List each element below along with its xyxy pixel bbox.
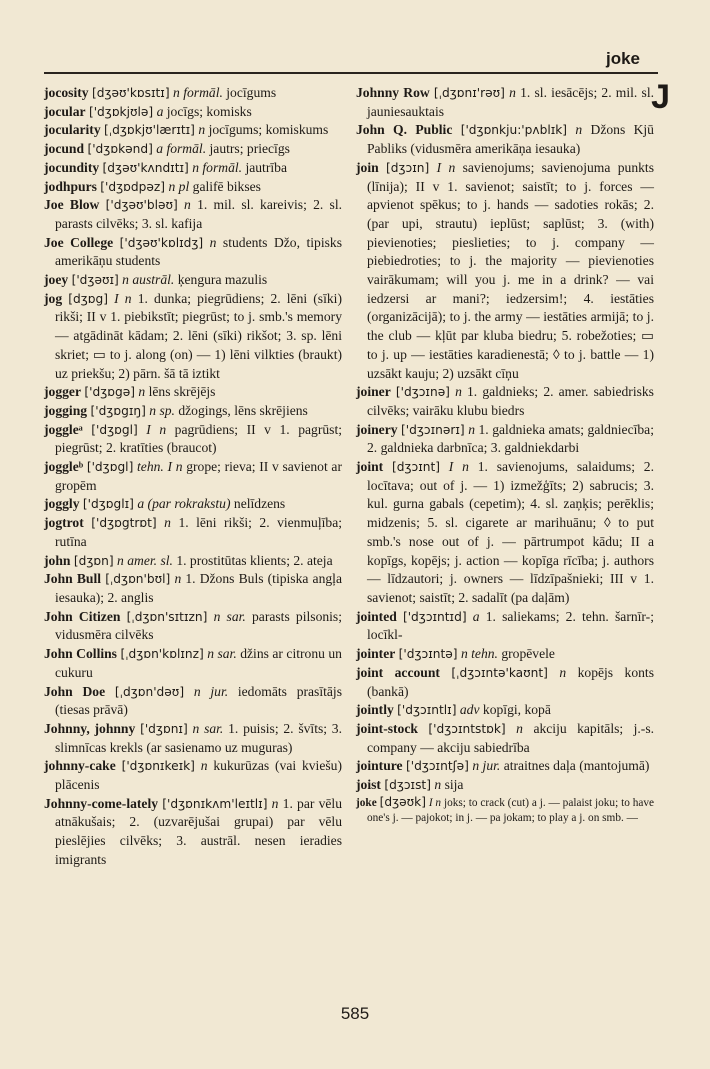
part-of-speech: I n <box>428 796 442 809</box>
dictionary-entry <box>44 645 342 682</box>
part-of-speech: n <box>184 197 191 213</box>
definition: kukurūzas (vai kviešu) plācenis <box>55 758 342 793</box>
headword: jog <box>44 290 63 306</box>
pronunciation: [dʒɔɪnt] <box>391 460 440 475</box>
dictionary-entry <box>44 495 342 514</box>
headword: jogging <box>44 402 88 418</box>
part-of-speech: adv <box>459 702 480 718</box>
pronunciation: ['dʒɒnkju:'pʌblɪk] <box>460 123 568 138</box>
definition: ķengura mazulis <box>177 272 268 288</box>
definition: iedomāts prasītājs (tiesas prāvā) <box>55 683 342 718</box>
dictionary-entry <box>44 159 342 178</box>
definition: grope; rieva; II v savienot ar gropēm <box>55 459 342 493</box>
pronunciation: [dʒɔɪst] <box>384 778 431 793</box>
part-of-speech: n sar. <box>192 720 224 736</box>
pronunciation: ['dʒɔɪntstɒk] <box>428 721 506 736</box>
part-of-speech: n <box>468 421 475 437</box>
definition: atraitnes daļa (mantojumā) <box>503 758 650 774</box>
pronunciation: [ˌdʒɒkjʊ'lærɪtɪ] <box>104 123 195 138</box>
pronunciation: [ˌdʒɒn'dəʊ] <box>114 684 185 699</box>
part-of-speech: n <box>575 122 583 138</box>
headword: jocosity <box>44 85 89 100</box>
part-of-speech: n pl <box>168 178 190 194</box>
part-of-speech: n <box>271 795 279 811</box>
pronunciation: ['dʒɒgtrɒt] <box>91 516 157 531</box>
definition: 1. prostitūtas klients; 2. ateja <box>176 552 333 568</box>
definition: 1. sl. iesācējs; 2. mil. sl. jauniesauktais <box>367 85 654 119</box>
definition: kopīgi, kopā <box>482 702 551 718</box>
headword: joist <box>356 777 381 793</box>
definition: sija <box>444 777 464 793</box>
pronunciation: ['dʒɔɪnərɪ] <box>401 422 465 437</box>
headword: john <box>44 552 71 568</box>
definition: 1. puisis; 2. švīts; 3. slimnīcas krekls (ar sasienamo uz muguras) <box>55 720 343 755</box>
headword: John Q. Public <box>356 122 453 138</box>
part-of-speech: I n <box>436 159 456 175</box>
headword: John Citizen <box>44 608 121 624</box>
headword: johnny-cake <box>44 758 116 774</box>
pronunciation: ['dʒɒkjʊlə] <box>88 104 154 119</box>
part-of-speech: n <box>455 384 462 400</box>
dictionary-entry <box>44 290 342 384</box>
definition: gropēvele <box>501 646 555 662</box>
pronunciation: ['dʒəʊ'bləʊ] <box>105 198 178 213</box>
header-rule <box>44 72 658 74</box>
part-of-speech: I n <box>448 459 469 475</box>
dictionary-entry <box>44 121 342 140</box>
dictionary-entry <box>356 458 654 608</box>
part-of-speech: n jur. <box>472 758 501 774</box>
pronunciation: ['dʒɒnɪkʌm'leɪtlɪ] <box>162 796 268 811</box>
part-of-speech: I n <box>114 290 132 306</box>
definition: 1. dunka; piegrūdiens; 2. lēni (sīki) rikši; II v 1. piebikstīt; piegrūst; to j. smb.'s memory — atgādināt kādam; 2. lēni (sīki) rikšot; 3. sp. lēni skriet; ▭ to j. along (on) — 1) lēni vilkties (braukt) uz priekšu; 2) pārn. šā tā iztikt <box>55 290 342 381</box>
headword: Joe College <box>44 234 114 250</box>
headword: joggleᵃ <box>44 421 83 437</box>
part-of-speech: n <box>138 384 146 400</box>
pronunciation: ['dʒɒglɪ] <box>82 497 134 512</box>
pronunciation: ['dʒɒgl] <box>86 460 134 475</box>
pronunciation: ['dʒɔɪntlɪ] <box>397 703 457 718</box>
headword: jointer <box>356 646 396 662</box>
part-of-speech: n <box>559 664 567 680</box>
definition: 1. mil. sl. kareivis; 2. sl. parasts cilvēks; 3. sl. kafija <box>55 197 343 231</box>
dictionary-entry <box>356 645 654 664</box>
headword: jogtrot <box>44 515 84 531</box>
pronunciation: [ˌdʒɒn'bʊl] <box>105 572 171 587</box>
pronunciation: ['dʒɒnɪ] <box>140 721 188 736</box>
part-of-speech: n amer. sl. <box>117 552 173 568</box>
part-of-speech: n sar. <box>213 608 246 624</box>
headword: joint account <box>356 664 440 680</box>
definition: parasts pilsonis; vidusmēra cilvēks <box>55 608 343 643</box>
headword: joiner <box>356 384 391 400</box>
dictionary-entry <box>44 757 342 794</box>
pronunciation: ['dʒɒkənd] <box>87 142 153 157</box>
definition: 1. par vēlu atnākušais; 2. (uzvarējušai grupai) par vēlu pieslējies cilvēks; 3. austrāl. nesen ieradies imigrants <box>55 795 343 867</box>
headword: John Bull <box>44 571 102 587</box>
pronunciation: ['dʒɒdpəz] <box>100 179 166 194</box>
dictionary-entry <box>44 720 342 757</box>
part-of-speech: n <box>198 122 206 138</box>
pronunciation: ['dʒəʊɪ] <box>71 273 119 288</box>
headword: joint <box>356 459 384 475</box>
thumb-index-letter: J <box>651 78 670 116</box>
pronunciation: [dʒɒn] <box>73 553 114 568</box>
headword: jocularity <box>44 122 101 138</box>
pronunciation: ['dʒɔɪntə] <box>398 647 458 662</box>
pronunciation: ['dʒɒnɪkeɪk] <box>121 759 195 774</box>
part-of-speech: n <box>516 720 523 736</box>
headword: joggleᵇ <box>44 459 84 475</box>
definition: 1. saliekams; 2. tehn. šarnīr-; locīkl- <box>367 608 654 643</box>
headword: Johnny, johnny <box>44 720 136 736</box>
definition: 1. galdnieka amats; galdniecība; 2. galdnieka darbnīca; 3. galdniekdarbi <box>367 421 654 456</box>
definition: 1. Džons Buls (tipiska angļa iesauka); 2. anglis <box>55 571 342 605</box>
dictionary-entry <box>44 552 342 571</box>
left-column <box>44 84 342 870</box>
definition: galifē bikses <box>192 178 261 194</box>
part-of-speech: n <box>164 515 171 531</box>
headword: Joe Blow <box>44 197 100 213</box>
dictionary-entry <box>44 795 342 870</box>
definition: students Džo, tipisks amerikāņu students <box>55 234 342 269</box>
definition: jocīgs; komisks <box>166 103 252 119</box>
dictionary-entry <box>356 383 654 420</box>
definition: jocīgums <box>226 85 277 100</box>
definition: kopējs konts (bankā) <box>367 664 654 699</box>
headword: jocundity <box>44 159 100 175</box>
part-of-speech: n <box>434 777 442 793</box>
part-of-speech: n <box>509 85 516 100</box>
headword: joint-stock <box>356 720 418 736</box>
part-of-speech: n sar. <box>207 646 237 662</box>
part-of-speech: n austrāl. <box>122 272 175 288</box>
definition: 1. galdnieks; 2. amer. sabiedrisks cilvēks; vairāku klubu biedrs <box>367 384 654 418</box>
dictionary-entry <box>356 701 654 720</box>
pronunciation: ['dʒəʊ'kɒlɪdʒ] <box>119 235 204 250</box>
definition: nelīdzens <box>233 496 286 512</box>
dictionary-entry <box>356 121 654 158</box>
headword: jocund <box>44 141 85 157</box>
dictionary-entry <box>44 402 342 421</box>
dictionary-entry <box>356 421 654 458</box>
definition: Džons Kjū Pabliks (vidusmēra amerikāņa iesauka) <box>367 122 654 157</box>
dictionary-entry <box>44 196 342 233</box>
pronunciation: ['dʒɒgɪŋ] <box>90 403 146 418</box>
dictionary-entry <box>44 140 342 159</box>
definition: joks; to crack (cut) a j. — palaist joku; to have one's j. — pajokot; in j. — pa jokam; to play a j. on smb. — <box>367 796 655 824</box>
part-of-speech: n <box>174 571 182 587</box>
pronunciation: [dʒɔɪn] <box>386 160 430 175</box>
headword: Johnny Row <box>356 85 430 100</box>
dictionary-entry <box>356 608 654 645</box>
guide-word: joke <box>605 49 640 68</box>
part-of-speech: n formāl. <box>192 159 243 175</box>
part-of-speech: n formāl. <box>173 85 223 100</box>
part-of-speech: a <box>472 608 480 624</box>
headword: jocular <box>44 103 86 119</box>
part-of-speech: n <box>209 234 217 250</box>
dictionary-entry <box>44 608 342 645</box>
pronunciation: [ˌdʒɒn'kɒlɪnz] <box>120 647 204 662</box>
pronunciation: ['dʒɒgl] <box>91 422 138 437</box>
pronunciation: [dʒəʊ'kɒsɪtɪ] <box>91 86 170 100</box>
pronunciation: [ˌdʒɔɪntə'kaʊnt] <box>451 665 548 680</box>
dictionary-entry <box>44 683 342 720</box>
dictionary-entry <box>44 178 342 197</box>
dictionary-entry <box>356 664 654 701</box>
part-of-speech: a (par rokrakstu) <box>137 496 231 512</box>
dictionary-entry <box>44 84 342 103</box>
definition: jocīgums; komiskums <box>208 122 329 138</box>
dictionary-entry <box>356 84 654 121</box>
definition: savienojums; savienojuma punkts (līnija); II v 1. savienot; saistīt; to j. forces — apvienot spēkus; to j. hands — sadoties rokās; 2. (par upi, strautu) ieplūst; saplūst; 3. (with) pievienoties; pieslieties; to j. company — piebiedroties; to j. the majority — pievienoties vairākumam; will you j. me in a drink? — vai iedzersi ar mani?; iedzersim!; 4. iestāties (organizācijā); to j. the army — iestāties armijā; to j. the club — kļūt par kluba biedru; 5. robežoties; ▭ to j. up — iestāties karadienestā; ◊ to j. battle — 1) uzsākt kauju; 2) uzsākt cīņu <box>367 159 654 381</box>
dictionary-entry <box>44 383 342 402</box>
headword: jointure <box>356 758 403 774</box>
definition: džins ar citronu un cukuru <box>55 646 342 680</box>
part-of-speech: I n <box>146 421 167 437</box>
part-of-speech: n sp. <box>149 402 175 418</box>
dictionary-entry <box>356 757 654 776</box>
part-of-speech: a <box>156 103 164 119</box>
headword: jogger <box>44 384 81 400</box>
definition: 1. lēni rikši; 2. vienmuļība; rutīna <box>55 515 342 549</box>
pronunciation: [dʒɒg] <box>68 291 109 306</box>
definition: pagrūdiens; II v 1. pagrūst; piegrūst; 2. kratīties (braucot) <box>55 421 343 456</box>
part-of-speech: n <box>200 758 208 774</box>
definition: jautrs; priecīgs <box>209 141 290 157</box>
dictionary-entry <box>356 159 654 383</box>
part-of-speech: a formāl. <box>156 141 207 157</box>
dictionary-entry <box>44 570 342 607</box>
headword: joggly <box>44 496 80 512</box>
part-of-speech: n tehn. <box>460 646 498 662</box>
dictionary-entry <box>44 421 342 458</box>
headword: join <box>356 159 379 175</box>
dictionary-entry <box>356 776 654 795</box>
headword: jodhpurs <box>44 178 97 194</box>
headword: jointly <box>356 702 394 718</box>
right-column <box>356 84 654 826</box>
headword: John Doe <box>44 683 106 699</box>
pronunciation: ['dʒɒgə] <box>84 385 136 400</box>
dictionary-entry <box>44 103 342 122</box>
dictionary-entry <box>356 720 654 757</box>
definition: 1. savienojums, salaidums; 2. locītava; out of j. — 1) izmežģīts; 2) sabrucis; 3. kul. gurna gabals (cepetim); 4. sl. zaņķis; perēklis; midzenis; 5. sl. cigarete ar marihuānu; ◊ to put smb.'s nose out of j. — pārtrumpot kādu; II a kopīgs, kopējs; j. action — kopīga rīcība; j. authors — līdzautori; j. owners — līdzīpašnieki; III v 1. savienot; saistīt; 2. sadalīt (pa daļām) <box>367 459 654 605</box>
dictionary-entry <box>356 795 654 826</box>
headword: joey <box>44 272 69 288</box>
headword: joke <box>356 796 377 809</box>
definition: džogings, lēns skrējiens <box>178 402 308 418</box>
page-number: 585 <box>340 1004 370 1023</box>
definition: akciju kapitāls; j.-s. company — akciju sabiedrība <box>367 720 655 755</box>
dictionary-entry <box>44 271 342 290</box>
part-of-speech: n jur. <box>193 683 229 699</box>
pronunciation: [ˌdʒɒn'sɪtɪzn] <box>126 609 208 624</box>
headword: Johnny-come-lately <box>44 795 159 811</box>
pronunciation: [dʒəʊ'kʌndɪtɪ] <box>102 160 189 175</box>
pronunciation: ['dʒɔɪntɪd] <box>402 609 467 624</box>
pronunciation: [dʒəʊk] <box>379 794 426 809</box>
headword: jointed <box>356 608 397 624</box>
headword: John Collins <box>44 646 117 662</box>
pronunciation: [ˌdʒɒnɪ'rəʊ] <box>433 86 505 100</box>
dictionary-entry <box>44 514 342 551</box>
pronunciation: ['dʒɔɪntʃə] <box>405 759 469 774</box>
definition: lēns skrējējs <box>148 384 216 400</box>
definition: jautrība <box>245 159 287 175</box>
dictionary-entry <box>44 234 342 271</box>
headword: joinery <box>356 421 398 437</box>
part-of-speech: tehn. I n <box>137 459 183 475</box>
pronunciation: ['dʒɔɪnə] <box>395 385 450 400</box>
dictionary-entry <box>44 458 342 495</box>
